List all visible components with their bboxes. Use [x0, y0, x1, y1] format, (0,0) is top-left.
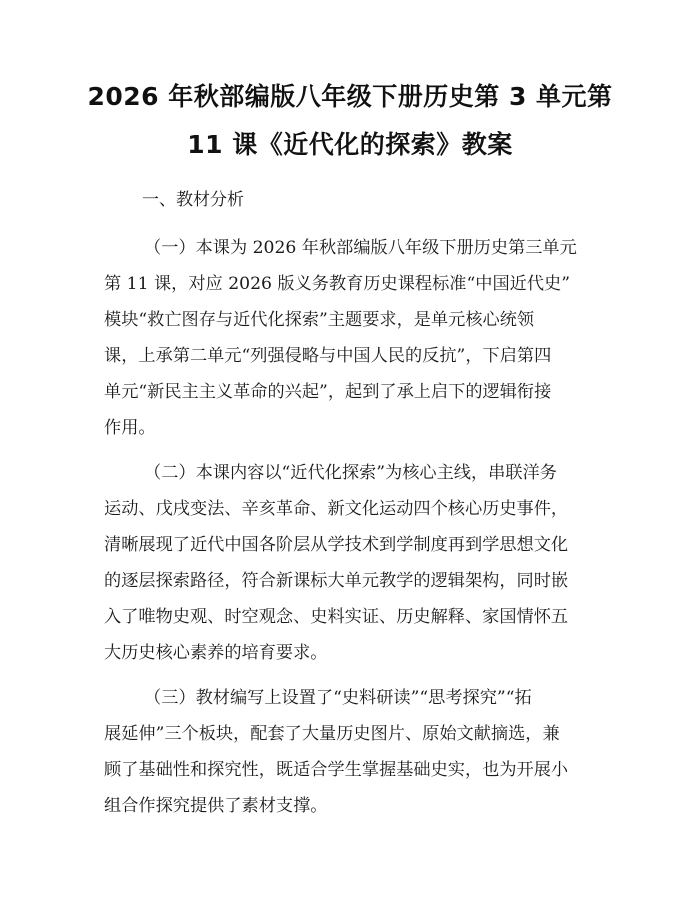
- paragraph-line: （一）本课为 2026 年秋部编版八年级下册历史第三单元: [144, 238, 577, 258]
- paragraph-line: 大历史核心素养的培育要求。: [104, 643, 328, 663]
- paragraph-line: 展延伸”三个板块，配套了大量历史图片、原始文献摘选，兼: [104, 724, 560, 744]
- paragraph-line: 入了唯物史观、时空观念、史料实证、历史解释、家国情怀五: [104, 607, 569, 627]
- paragraph-line: 清晰展现了近代中国各阶层从学技术到学制度再到学思想文化: [104, 535, 569, 555]
- paragraph-line: （二）本课内容以“近代化探索”为核心主线，串联洋务: [144, 463, 557, 483]
- paragraph-1: [104, 236, 598, 452]
- paragraph-line: 作用。: [104, 418, 156, 438]
- section-heading: 一、教材分析: [142, 190, 244, 210]
- paragraph-line: 课，上承第二单元“列强侵略与中国人民的反抗”，下启第四: [104, 346, 552, 366]
- paragraph-line: 运动、戊戌变法、辛亥革命、新文化运动四个核心历史事件，: [104, 499, 569, 519]
- document-title-line-2: 11 课《近代化的探索》教案: [187, 130, 513, 159]
- paragraph-line: （三）教材编写上设置了“史料研读”“思考探究”“拓: [144, 688, 532, 708]
- paragraph-line: 顾了基础性和探究性，既适合学生掌握基础史实，也为开展小: [104, 760, 569, 780]
- document-title-line-1: 2026 年秋部编版八年级下册历史第 3 单元第: [87, 82, 613, 111]
- paragraph-line: 第 11 课，对应 2026 版义务教育历史课程标准“中国近代史”: [104, 274, 570, 294]
- paragraph-line: 模块“救亡图存与近代化探索”主题要求，是单元核心统领: [104, 310, 535, 330]
- paragraph-2: [104, 461, 598, 677]
- paragraph-3: [104, 686, 598, 830]
- paragraph-line: 组合作探究提供了素材支撑。: [104, 796, 328, 816]
- paragraph-line: 的逐层探索路径，符合新课标大单元教学的逻辑架构，同时嵌: [104, 571, 569, 591]
- paragraph-line: 单元“新民主主义革命的兴起”，起到了承上启下的逻辑衔接: [104, 382, 552, 402]
